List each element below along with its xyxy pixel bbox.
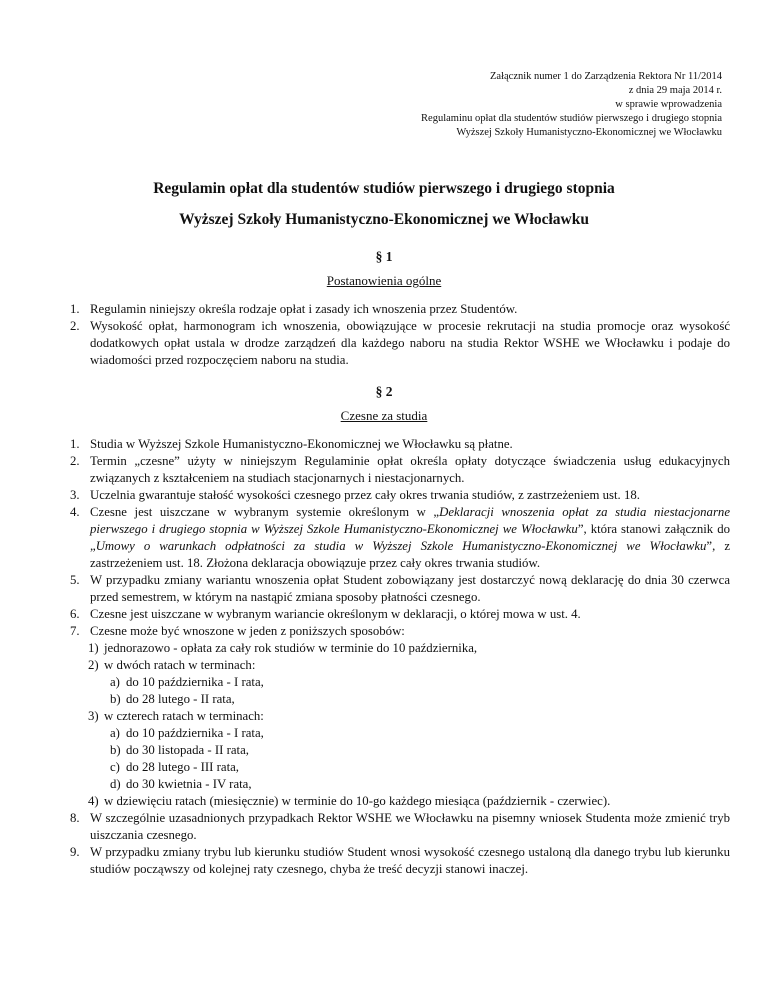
list-item: 6. Czesne jest uiszczane w wybranym wariancie określonym w deklaracji, o której mowa w ust. 4. (70, 607, 581, 621)
declaration-title: Deklaracji wnoszenia opłat za studia niestacjonarne pierwszego i drugiego stopnia w Wyższej Szkole Humanistyczno-Ekonomicznej we Włocławku (90, 505, 730, 536)
section-2-mark: § 2 (375, 384, 393, 399)
list-item: 5. W przypadku zmiany wariantu wnoszenia opłat Student zobowiązany jest dostarczyć nową deklarację do dnia 30 czerwca przed semestrem, w którym na nastąpić zmiana sposoby płatności czesnego. (70, 573, 730, 604)
annex-line: z dnia 29 maja 2014 r. (628, 85, 722, 96)
annex-line: w sprawie wprowadzenia (615, 99, 722, 110)
sub-sub-list-item: a) do 10 października - I rata, (110, 675, 264, 689)
sub-sub-list-item: b) do 28 lutego - II rata, (110, 692, 235, 706)
sub-list-item: 1) jednorazowo - opłata za cały rok studiów w terminie do 10 października, (88, 641, 478, 655)
list-item: 4. Czesne jest uiszczane w wybranym systemie określonym w „Deklaracji wnoszenia opłat za studia niestacjonarne pierwszego i drugiego stopnia w Wyższej Szkole Humanistyczno-Ekonomicznej we Włocławku”, która stanowi załącznik do „Umowy o warunkach odpłatności za studia w Wyższej Szkole Humanistyczno-Ekonomicznej we Włocławku”, z zastrzeżeniem ust. 18. Złożona deklaracja obowiązuje przez cały okres trwania studiów. (70, 505, 730, 570)
sub-sub-list-item: c) do 28 lutego - III rata, (110, 760, 239, 774)
list-item: 8. W szczególnie uzasadnionych przypadkach Rektor WSHE we Włocławku na pisemny wniosek Studenta może zmienić tryb uiszczania czesnego. (70, 811, 730, 842)
document-title-line-1: Regulamin opłat dla studentów studiów pierwszego i drugiego stopnia (153, 180, 615, 197)
sub-list-item: 3) w czterech ratach w terminach: (88, 709, 264, 723)
sub-list-item: 2) w dwóch ratach w terminach: (88, 658, 256, 672)
section-1-mark: § 1 (375, 249, 393, 264)
annex-header (302, 70, 722, 140)
section-2-list (70, 436, 730, 878)
list-item: 2. Termin „czesne” użyty w niniejszym Regulaminie opłat określa opłaty dotyczące świadczenia usług edukacyjnych związanych z kształceniem na studiach stacjonarnych i niestacjonarnych. (70, 454, 730, 485)
section-1-heading: Postanowienia ogólne (326, 273, 442, 288)
sub-sub-list-item: b) do 30 listopada - II rata, (110, 743, 249, 757)
list-item: 1. Studia w Wyższej Szkole Humanistyczno-Ekonomicznej we Włocławku są płatne. (70, 437, 513, 451)
list-item: 7. Czesne może być wnoszone w jeden z poniższych sposobów: (70, 624, 405, 638)
annex-line: Wyższej Szkoły Humanistyczno-Ekonomicznej we Włocławku (456, 127, 722, 138)
list-item: 9. W przypadku zmiany trybu lub kierunku studiów Student wnosi wysokość czesnego ustaloną dla danego trybu lub kierunku studiów począwszy od kolejnej raty czesnego, chyba że treść decyzji stanowi inaczej. (70, 845, 730, 876)
list-item: 1. Regulamin niniejszy określa rodzaje opłat i zasady ich wnoszenia przez Studentów. (70, 302, 518, 316)
section-2-heading: Czesne za studia (340, 408, 428, 423)
document-title-line-2: Wyższej Szkoły Humanistyczno-Ekonomicznej we Włocławku (179, 211, 589, 228)
annex-line: Regulaminu opłat dla studentów studiów pierwszego i drugiego stopnia (421, 113, 722, 124)
sub-list-item: 4) w dziewięciu ratach (miesięcznie) w terminie do 10-go każdego miesiąca (październik - czerwiec). (88, 794, 611, 808)
list-item: 2. Wysokość opłat, harmonogram ich wnoszenia, obowiązujące w procesie rekrutacji na studia promocje oraz wysokość dodatkowych opłat ustala w drodze zarządzeń dla każdego naboru na studia Rektor WSHE we Włocławku i podaje do wiadomości przed rozpoczęciem naboru na studia. (70, 319, 730, 367)
sub-sub-list-item: d) do 30 kwietnia - IV rata, (110, 777, 252, 791)
section-1-list (70, 301, 730, 369)
annex-line: Załącznik numer 1 do Zarządzenia Rektora Nr 11/2014 (490, 71, 722, 82)
agreement-title: Umowy o warunkach odpłatności za studia w Wyższej Szkole Humanistyczno-Ekonomicznej we Włocławku (95, 539, 707, 553)
sub-sub-list-item: a) do 10 października - I rata, (110, 726, 264, 740)
list-item: 3. Uczelnia gwarantuje stałość wysokości czesnego przez cały okres trwania studiów, z zastrzeżeniem ust. 18. (70, 488, 640, 502)
